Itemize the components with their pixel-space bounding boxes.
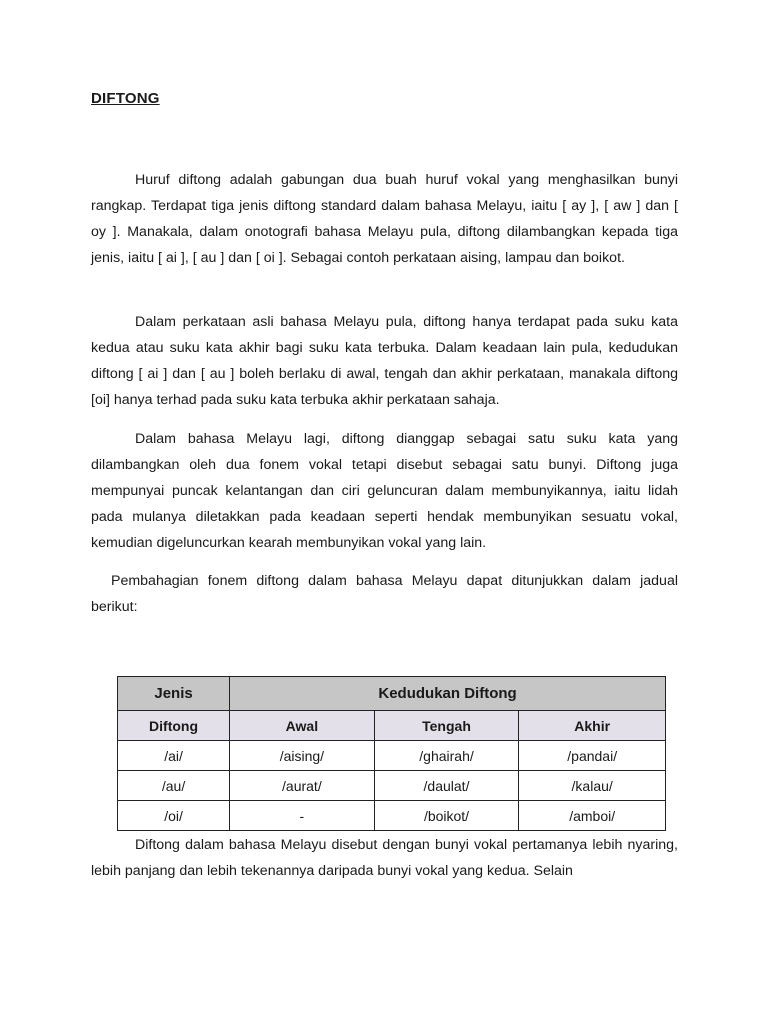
paragraph-5: Diftong dalam bahasa Melayu disebut dengan bunyi vokal pertamanya lebih nyaring, lebih panjang dan lebih tekenannya daripada bunyi vokal yang kedua. Selain [91, 837, 678, 879]
table-cell: /aising/ [230, 741, 375, 771]
table-row [118, 741, 666, 771]
table-cell: /amboi/ [519, 801, 666, 831]
subheader-awal: Awal [230, 711, 375, 741]
table-subheader-row [118, 711, 666, 741]
table-row [118, 801, 666, 831]
subheader-diftong: Diftong [118, 711, 230, 741]
paragraph-1: Huruf diftong adalah gabungan dua buah huruf vokal yang menghasilkan bunyi rangkap. Terdapat tiga jenis diftong standard dalam bahasa Melayu, iaitu [ ay ], [ aw ] dan [ oy ]. Manakala, dalam onotografi bahasa Melayu pula, diftong dilambangkan kepada tiga jenis, iaitu [ ai ], [ au ] dan [ oi ]. Sebagai contoh perkataan aising, lampau dan boikot. [91, 172, 678, 266]
table-row [118, 771, 666, 801]
diftong-table [117, 676, 666, 831]
table-cell: /boikot/ [374, 801, 519, 831]
table-cell: /ghairah/ [374, 741, 519, 771]
subheader-akhir: Akhir [519, 711, 666, 741]
table-cell: /kalau/ [519, 771, 666, 801]
table-header-row [118, 677, 666, 711]
table-cell: /ai/ [118, 741, 230, 771]
table-cell: /daulat/ [374, 771, 519, 801]
header-jenis: Jenis [118, 677, 230, 711]
paragraph-4: Pembahagian fonem diftong dalam bahasa Melayu dapat ditunjukkan dalam jadual berikut: [91, 573, 678, 615]
table-cell: /aurat/ [230, 771, 375, 801]
table-cell: /pandai/ [519, 741, 666, 771]
table-cell: /au/ [118, 771, 230, 801]
paragraph-3: Dalam bahasa Melayu lagi, diftong dianggap sebagai satu suku kata yang dilambangkan oleh dua fonem vokal tetapi disebut sebagai satu bunyi. Diftong juga mempunyai puncak kelantangan dan ciri geluncuran dalam membunyikannya, iaitu lidah pada mulanya diletakkan pada keadaan seperti hendak membunyikan sesuatu vokal, kemudian digeluncurkan kearah membunyikan vokal yang lain. [91, 431, 678, 551]
document-title: DIFTONG [91, 90, 160, 107]
header-kedudukan: Kedudukan Diftong [230, 677, 666, 711]
table-cell: - [230, 801, 375, 831]
paragraph-2: Dalam perkataan asli bahasa Melayu pula, diftong hanya terdapat pada suku kata kedua atau suku kata akhir bagi suku kata terbuka. Dalam keadaan lain pula, kedudukan diftong [ ai ] dan [ au ] boleh berlaku di awal, tengah dan akhir perkataan, manakala diftong [oi] hanya terhad pada suku kata terbuka akhir perkataan sahaja. [91, 314, 678, 408]
table-cell: /oi/ [118, 801, 230, 831]
subheader-tengah: Tengah [374, 711, 519, 741]
